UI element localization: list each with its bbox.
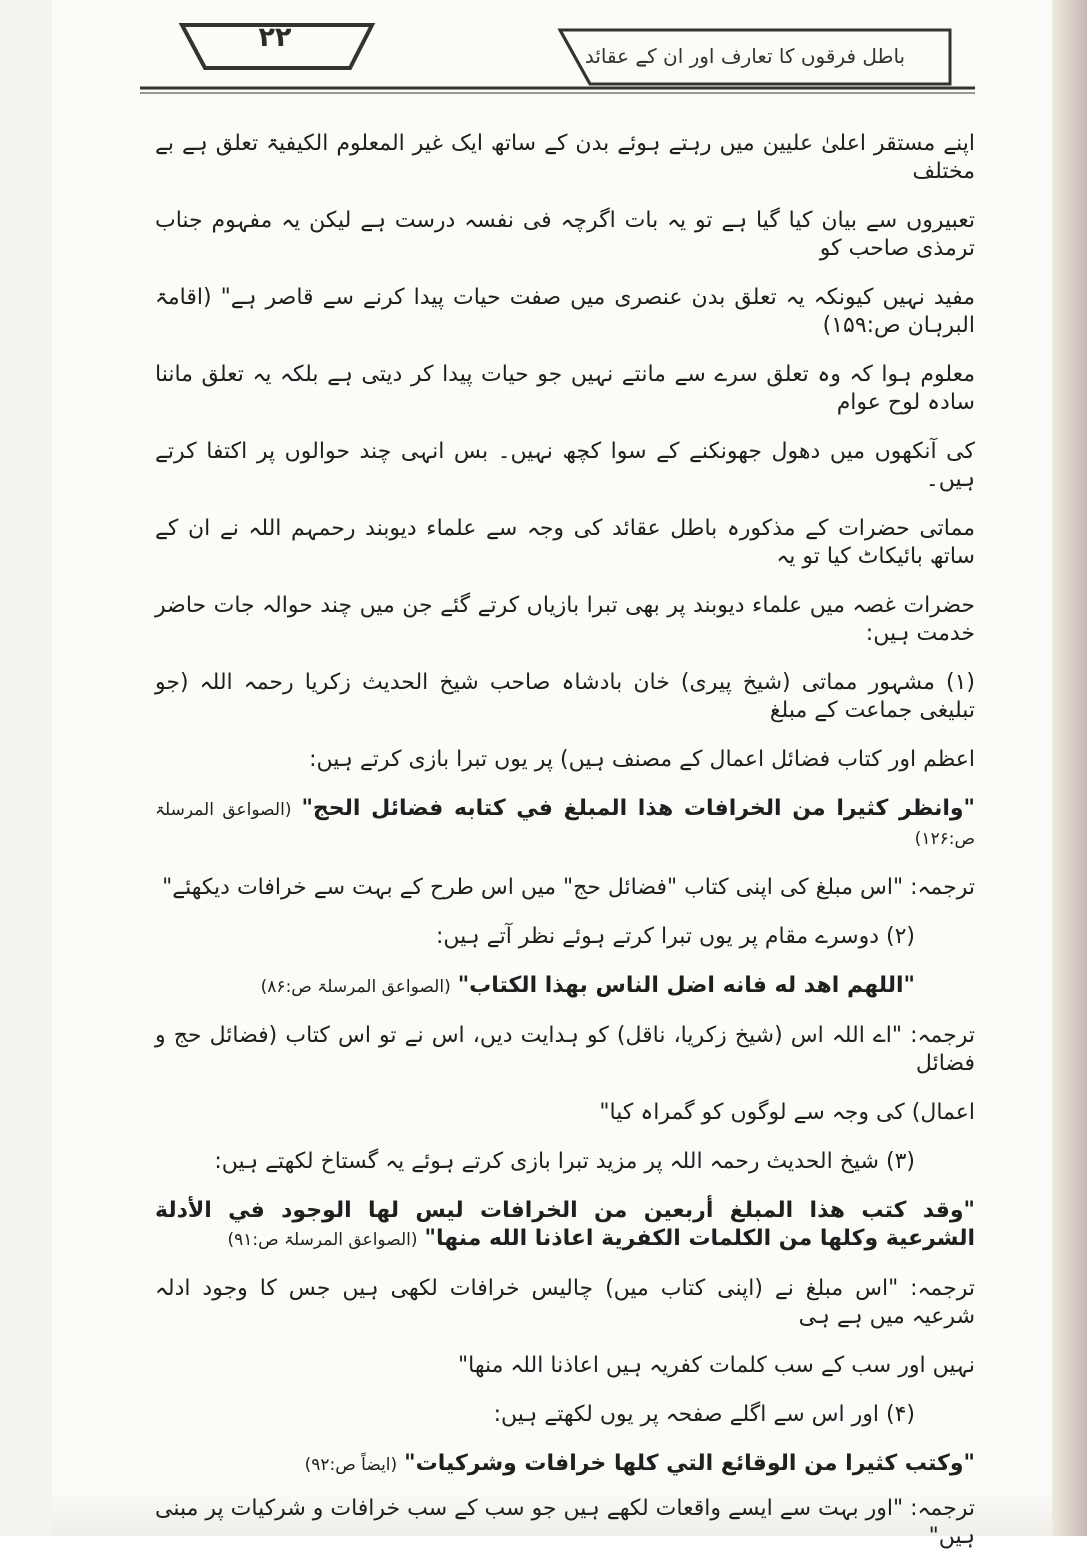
text-line: (۳) شیخ الحدیث رحمہ اللہ پر مزید تبرا بازی کرتے ہوئے یہ گستاخ لکھتے ہیں: bbox=[214, 1149, 915, 1174]
arabic-quote-text: "وكتب كثيرا من الوقائع التي كلها خرافات وشركيات" bbox=[404, 1451, 975, 1476]
text-line: (۴) اور اس سے اگلے صفحہ پر یوں لکھتے ہیں: bbox=[493, 1402, 915, 1427]
quote-reference: (الصواعق المرسلۃ ص:۹۱) bbox=[227, 1230, 418, 1250]
header-frame bbox=[0, 0, 1087, 130]
translation-line: ترجمہ: "اس مبلغ کی اپنی کتاب "فضائل حج" میں اس طرح کے بہت سے خرافات دیکھئے" bbox=[162, 875, 975, 900]
book-edge bbox=[1052, 0, 1087, 1536]
quote-reference: (ایضاً ص:۹۲) bbox=[304, 1455, 398, 1475]
arabic-quote bbox=[155, 972, 975, 1001]
text-line: اپنے مستقر اعلیٰ علیین میں رہتے ہوئے بدن کے ساتھ ایک غیر المعلوم الکیفیۃ تعلق ہے بے مختلف bbox=[155, 131, 975, 184]
arabic-quote bbox=[155, 1197, 975, 1254]
arabic-quote-text: "وانظر كثيرا من الخرافات هذا المبلغ في كتابه فضائل الحج" bbox=[301, 796, 976, 821]
translation-line: ترجمہ: "اے اللہ اس (شیخ زکریا، ناقل) کو ہدایت دیں، اس نے تو اس کتاب (فضائل حج و فضائل bbox=[155, 1023, 975, 1076]
arabic-quote bbox=[155, 795, 975, 853]
translation-line: نہیں اور سب کے سب کلمات کفریہ ہیں اعاذنا اللہ منھا" bbox=[458, 1353, 975, 1378]
translation-line: اعمال) کی وجہ سے لوگوں کو گمراہ کیا" bbox=[599, 1100, 975, 1125]
text-line: تعبیروں سے بیان کیا گیا ہے تو یہ بات اگرچہ فی نفسہ درست ہے لیکن یہ مفہوم جناب ترمذی صاحب کو bbox=[155, 208, 975, 261]
text-line: مماتی حضرات کے مذکورہ باطل عقائد کی وجہ سے علماء دیوبند رحمہم اللہ نے ان کے ساتھ بائیکاٹ کیا تو یہ bbox=[155, 516, 975, 569]
text-line: (۲) دوسرے مقام پر یوں تبرا کرتے ہوئے نظر آتے ہیں: bbox=[436, 924, 915, 949]
translation-line: ترجمہ: "اس مبلغ نے (اپنی کتاب میں) چالیس خرافات لکھی ہیں جس کا وجود ادلہ شرعیہ میں ہے ہی bbox=[155, 1276, 975, 1329]
text-line: معلوم ہوا کہ وہ تعلق سرے سے مانتے نہیں جو حیات پیدا کر دیتی ہے بلکہ یہ تعلق ماننا سادہ لوح عوام bbox=[155, 362, 975, 415]
translation-line: ترجمہ: "اور بہت سے ایسے واقعات لکھے ہیں جو سب کے سب خرافات و شرکیات پر مبنی ہیں" bbox=[155, 1496, 975, 1549]
text-line: حضرات غصہ میں علماء دیوبند پر بھی تبرا بازیاں کرتے گئے جن میں چند حوالہ جات حاضر خدمت ہیں: bbox=[155, 593, 975, 646]
quote-reference: (الصواعق المرسلۃ ص:۱۲۶) bbox=[155, 800, 975, 849]
page-left-margin bbox=[0, 0, 53, 1536]
arabic-quote-text: "اللهم اهد له فانه اضل الناس بهذا الكتاب" bbox=[457, 973, 915, 998]
text-line: اعظم اور کتاب فضائل اعمال کے مصنف ہیں) پر یوں تبرا بازی کرتے ہیں: bbox=[309, 747, 975, 772]
page-number: ۲۲ bbox=[258, 22, 292, 53]
arabic-quote bbox=[155, 1450, 975, 1479]
body-text bbox=[155, 130, 975, 1551]
arabic-quote-text: "وقد كتب هذا المبلغ أربعين من الخرافات ليس لها الوجود في الأدلة الشرعية وكلها من الكلمات الكفرية اعاذنا الله منها" bbox=[155, 1198, 975, 1251]
text-line: (۱) مشہور مماتی (شیخ پیری) خان بادشاہ صاحب شیخ الحدیث زکریا رحمہ اللہ (جو تبلیغی جماعت کے مبلغ bbox=[155, 670, 975, 723]
text-line: کی آنکھوں میں دھول جھونکنے کے سوا کچھ نہیں۔ بس انہی چند حوالوں پر اکتفا کرتے ہیں۔ bbox=[155, 439, 975, 492]
text-line: مفید نہیں کیونکہ یہ تعلق بدن عنصری میں صفت حیات پیدا کرنے سے قاصر ہے" (اقامۃ البرہان ص:۱۵۹) bbox=[155, 285, 975, 338]
quote-reference: (الصواعق المرسلۃ ص:۸۶) bbox=[260, 977, 451, 997]
running-title: باطل فرقوں کا تعارف اور ان کے عقائد bbox=[584, 44, 906, 68]
